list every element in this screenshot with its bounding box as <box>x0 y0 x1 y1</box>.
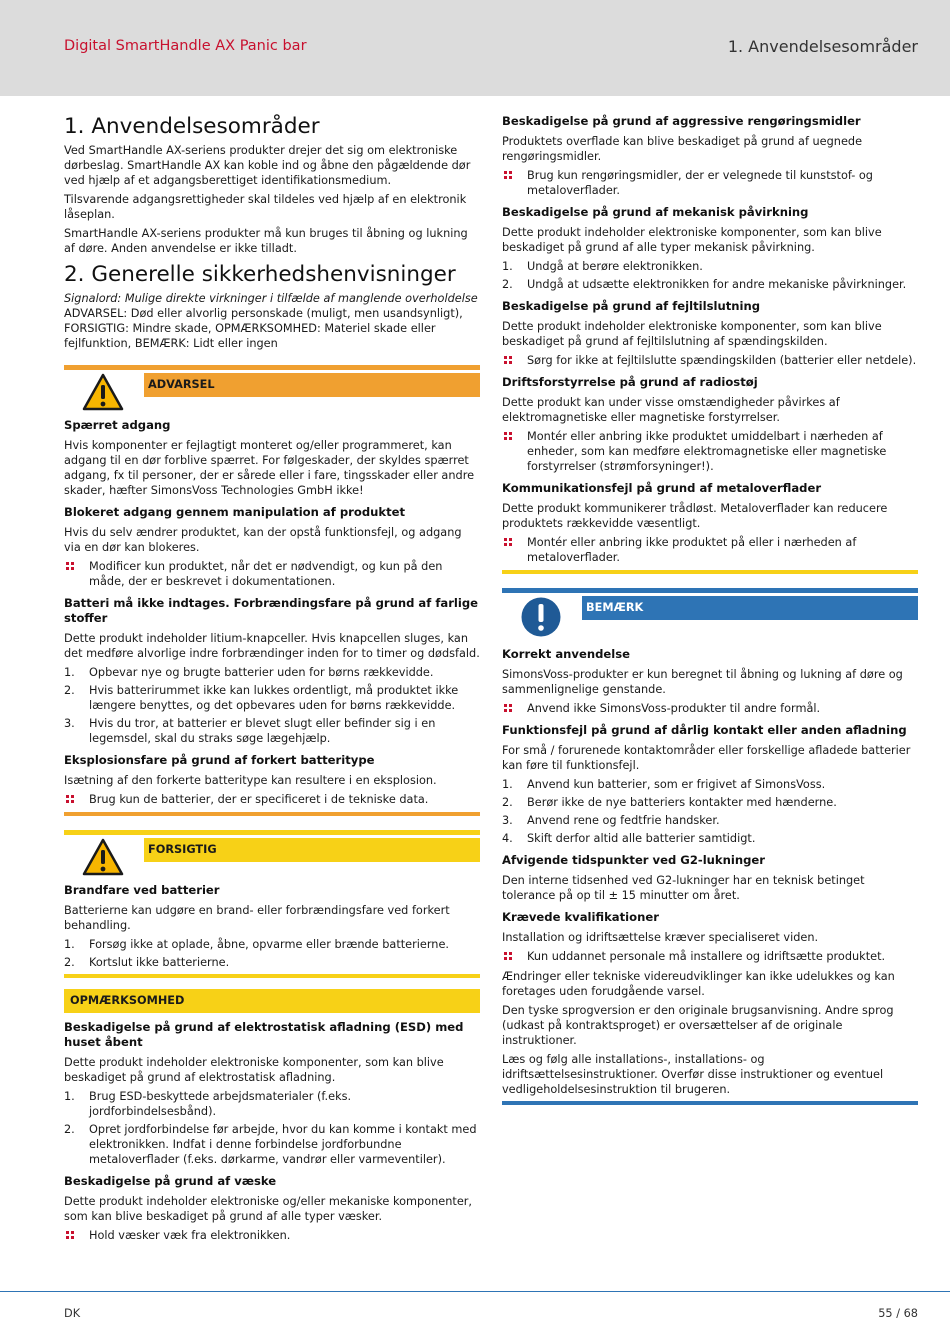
list-item: 1. Forsøg ikke at oplade, åbne, opvarme eller brænde batterierne. <box>64 938 450 951</box>
note-text: Den interne tidsenhed ved G2-lukninger har en teknisk betinget tolerance på op til ± 15 minutter om året. <box>502 874 865 902</box>
right-column <box>502 114 918 1105</box>
bullet-item: Brug kun de batterier, der er specificeret i de tekniske data. <box>64 792 480 807</box>
attention-heading: Kommunikationsfejl på grund af metaloverflader <box>502 481 822 495</box>
bullet-icon <box>504 538 513 547</box>
note-text: SimonsVoss-produkter er kun beregnet til åbning og lukning af døre og sammenlignelige genstande. <box>502 668 903 696</box>
bullet-icon <box>66 562 75 571</box>
caution-heading: Brandfare ved batterier <box>64 883 220 897</box>
bullet-icon <box>66 1231 75 1240</box>
attention-heading: Beskadigelse på grund af elektrostatisk afladning (ESD) med huset åbent <box>64 1020 464 1049</box>
list-item: 2. Opret jordforbindelse før arbejde, hvor du kan komme i kontakt med elektronikken. Indfat i denne forbindelse jordforbundne metaloverflader (f.eks. dørkarme, vandrør eller varmeventiler). <box>64 1123 477 1166</box>
attention-heading: Driftsforstyrrelse på grund af radiostøj <box>502 375 758 389</box>
bullet-item: Montér eller anbring ikke produktet umiddelbart i nærheden af enheder, som kan medføre elektromagnetiske eller magnetiske forstyrrelser (strømforsyninger!). <box>502 429 918 474</box>
list-item: 1. Brug ESD-beskyttede arbejdsmaterialer (f.eks. jordforbindelsesbånd). <box>64 1090 352 1118</box>
note-text: Ændringer eller tekniske videreudviklinger kan ikke udelukkes og kan foretages uden forudgående varsel. <box>502 970 895 998</box>
bullet-icon <box>504 356 513 365</box>
warning-text: Hvis komponenter er fejlagtigt monteret og/eller programmeret, kan adgang til en dør forblive spærret. For følgeskader, der skyldes spærret adgang, fx til personer, der er sårede eller i fare, tingsskader eller andre skader, hæfter SimonsVoss Technologies GmbH ikke! <box>64 439 475 497</box>
list-item: 1. Opbevar nye og brugte batterier uden for børns rækkevidde. <box>64 666 434 679</box>
attention-text: Dette produkt kan under visse omstændigheder påvirkes af elektromagnetiske eller magnetiske forstyrrelser. <box>502 396 840 424</box>
list-item: 4. Skift derfor altid alle batterier samtidigt. <box>502 832 756 845</box>
page-number: 55 / 68 <box>878 1307 918 1320</box>
warning-notice <box>64 365 480 411</box>
attention-text: Dette produkt kommunikerer trådløst. Metaloverflader kan reducere produktets rækkevidde væsentligt. <box>502 502 888 530</box>
list-item: 1. Anvend kun batterier, som er frigivet af SimonsVoss. <box>502 778 826 791</box>
list-item: 1. Undgå at berøre elektronikken. <box>502 260 703 273</box>
attention-heading: Beskadigelse på grund af fejltilslutning <box>502 299 761 313</box>
bullet-icon <box>504 704 513 713</box>
attention-text: Dette produkt indeholder elektroniske komponenter, som kan blive beskadiget på grund af fejltilslutning af spændingskilden. <box>502 320 882 348</box>
attention-text: Produktets overflade kan blive beskadiget på grund af uegnede rengøringsmidler. <box>502 135 863 163</box>
note-notice <box>502 588 918 640</box>
footer-language: DK <box>64 1307 81 1320</box>
bullet-icon <box>504 432 513 441</box>
warning-heading: Blokeret adgang gennem manipulation af produktet <box>64 505 406 519</box>
warning-end-bar <box>64 812 480 816</box>
bullet-item: Anvend ikke SimonsVoss-produkter til andre formål. <box>502 701 918 716</box>
left-column <box>64 114 480 1248</box>
bullet-item: Montér eller anbring ikke produktet på eller i nærheden af metaloverflader. <box>502 535 918 565</box>
footer-divider <box>0 1291 950 1292</box>
product-title: Digital SmartHandle AX Panic bar <box>64 38 307 54</box>
caution-notice <box>64 830 480 876</box>
note-text: Læs og følg alle installations-, installations- og idriftsættelsesinstruktioner. Overfør disse instruktioner og eventuel vedligeholdelsesinstruktion til brugeren. <box>502 1053 884 1096</box>
attention-heading: Beskadigelse på grund af mekanisk påvirkning <box>502 205 809 219</box>
note-text: Installation og idriftsættelse kræver specialiseret viden. <box>502 931 819 944</box>
attention-heading: Beskadigelse på grund af aggressive rengøringsmidler <box>502 114 861 128</box>
warning-text: Hvis du selv ændrer produktet, kan der opstå funktionsfejl, og adgang via en dør kan blokeres. <box>64 526 462 554</box>
section-1-paragraph: Ved SmartHandle AX-seriens produkter drejer det sig om elektroniske dørbeslag. SmartHandle AX kan koble ind og åbne den pågældende dør ved hjælp af et adgangsberettiget identifikationsmedium. <box>64 144 471 187</box>
list-item: 3. Hvis du tror, at batterier er blevet slugt eller befinder sig i en legemsdel, skal du straks søge lægehjælp. <box>64 717 436 745</box>
attention-text: Dette produkt indeholder elektroniske og/eller mekaniske komponenter, som kan blive beskadiget på grund af alle typer væsker. <box>64 1195 472 1223</box>
attention-end-bar <box>502 570 918 574</box>
warning-text: Isætning af den forkerte batteritype kan resultere i en eksplosion. <box>64 774 437 787</box>
attention-heading: Beskadigelse på grund af væske <box>64 1174 277 1188</box>
section-1-title: 1. Anvendelsesområder <box>64 114 320 139</box>
warning-heading: Spærret adgang <box>64 418 171 432</box>
signal-word-list: ADVARSEL: Død eller alvorlig personskade (muligt, men usandsynligt), FORSIGTIG: Mindre skade, OPMÆRKSOMHED: Materiel skade eller fejlfunktion, BEMÆRK: Lidt eller ingen <box>64 307 463 350</box>
caution-end-bar <box>64 974 480 978</box>
bullet-item: Modificer kun produktet, når det er nødvendigt, og kun på den måde, der er beskrevet i dokumentationen. <box>64 559 480 589</box>
caution-triangle-icon <box>64 836 144 876</box>
section-1-paragraph: SmartHandle AX-seriens produkter må kun bruges til åbning og lukning af døre. Anden anvendelse er ikke tilladt. <box>64 227 468 255</box>
note-end-bar <box>502 1101 918 1105</box>
note-text: Den tyske sprogversion er den originale brugsanvisning. Andre sprog (udkast på kontraktsproget) er oversættelser af de originale instruktioner. <box>502 1004 894 1047</box>
list-item: 2. Hvis batterirummet ikke kan lukkes ordentligt, må produktet ikke længere benyttes, og det opbevares uden for børns rækkevidde. <box>64 684 459 712</box>
section-2-title: 2. Generelle sikkerhedshenvisninger <box>64 262 456 287</box>
warning-triangle-icon <box>64 371 144 411</box>
list-item: 2. Kortslut ikke batterierne. <box>64 956 230 969</box>
signal-word-intro: Signalord: Mulige direkte virkninger i tilfælde af manglende overholdelse <box>64 292 478 305</box>
bullet-item: Brug kun rengøringsmidler, der er velegnede til kunststof- og metaloverflader. <box>502 168 918 198</box>
note-bar <box>502 588 918 593</box>
warning-text: Dette produkt indeholder litium-knapceller. Hvis knapcellen sluges, kan det medføre alvorlige indre forbrændinger inden for to timer og dødsfald. <box>64 632 480 660</box>
attention-text: Dette produkt indeholder elektroniske komponenter, som kan blive beskadiget på grund af alle typer mekanisk påvirkning. <box>502 226 882 254</box>
caution-bar <box>64 830 480 835</box>
caution-label: FORSIGTIG <box>144 838 480 862</box>
attention-label: OPMÆRKSOMHED <box>64 989 480 1013</box>
bullet-icon <box>504 952 513 961</box>
note-heading: Krævede kvalifikationer <box>502 910 659 924</box>
note-heading: Funktionsfejl på grund af dårlig kontakt eller anden afladning <box>502 723 907 737</box>
bullet-icon <box>66 795 75 804</box>
page-header <box>0 0 950 96</box>
warning-heading: Batteri må ikke indtages. Forbrændingsfare på grund af farlige stoffer <box>64 596 479 625</box>
header-chapter: 1. Anvendelsesområder <box>727 37 918 56</box>
bullet-item: Hold væsker væk fra elektronikken. <box>64 1228 480 1243</box>
note-label: BEMÆRK <box>582 596 918 620</box>
list-item: 3. Anvend rene og fedtfrie handsker. <box>502 814 720 827</box>
warning-heading: Eksplosionsfare på grund af forkert batteritype <box>64 753 375 767</box>
list-item: 2. Berør ikke de nye batteriers kontakter med hænderne. <box>502 796 837 809</box>
exclamation-circle-icon <box>502 594 582 640</box>
note-heading: Korrekt anvendelse <box>502 647 630 661</box>
bullet-item: Sørg for ikke at fejltilslutte spændingskilden (batterier eller netdele). <box>502 353 918 368</box>
note-text: For små / forurenede kontaktområder eller forskellige afladede batterier kan føre til funktionsfejl. <box>502 744 911 772</box>
attention-text: Dette produkt indeholder elektroniske komponenter, som kan blive beskadiget på grund af elektrostatisk afladning. <box>64 1056 444 1084</box>
warning-bar <box>64 365 480 370</box>
note-heading: Afvigende tidspunkter ved G2-lukninger <box>502 853 766 867</box>
caution-text: Batterierne kan udgøre en brand- eller forbrændingsfare ved forkert behandling. <box>64 904 450 932</box>
section-1-paragraph: Tilsvarende adgangsrettigheder skal tildeles ved hjælp af en elektronik låseplan. <box>64 193 467 221</box>
list-item: 2. Undgå at udsætte elektronikken for andre mekaniske påvirkninger. <box>502 278 907 291</box>
bullet-icon <box>504 171 513 180</box>
bullet-item: Kun uddannet personale må installere og idriftsætte produktet. <box>502 949 918 964</box>
warning-label: ADVARSEL <box>144 373 480 397</box>
